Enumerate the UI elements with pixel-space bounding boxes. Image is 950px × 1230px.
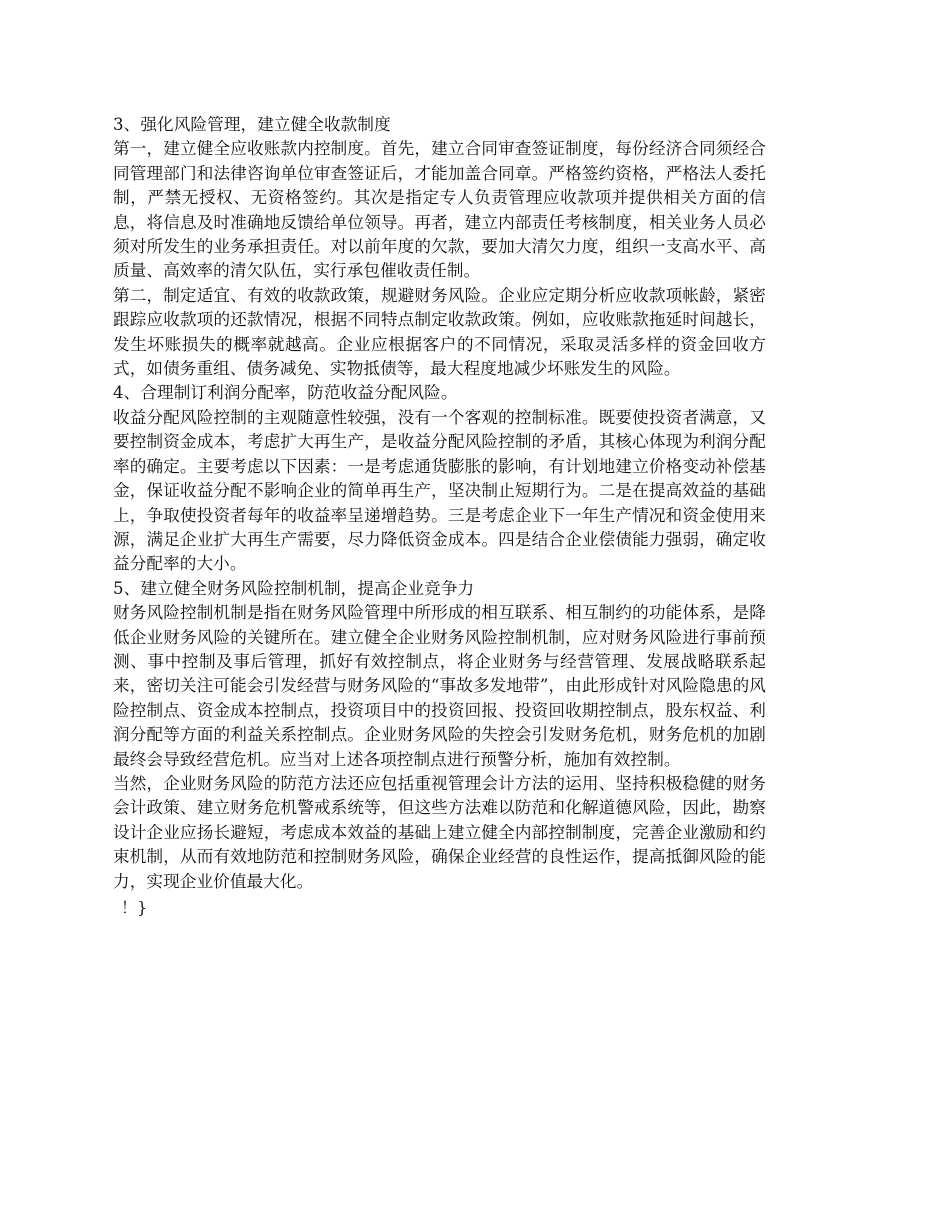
paragraph-profit-distribution: 收益分配风险控制的主观随意性较强，没有一个客观的控制标准。既要使投资者满意，又要控制资金成本，考虑扩大再生产，是收益分配风险控制的矛盾，其核心体现为利润分配率的确定。主要考虑以下因素：一是考虑通货膨胀的影响，有计划地建立价格变动补偿基金，保证收益分配不影响企业的简单再生产，坚决制止短期行为。二是在提高效益的基础上，争取使投资者每年的收益率呈递增趋势。三是考虑企业下一年生产情况和资金使用来源，满足企业扩大再生产需要，尽力降低资金成本。四是结合企业偿债能力强弱，确定收益分配率的大小。: [113, 407, 766, 574]
paragraph-collection-policy: 第二，制定适宜、有效的收款政策，规避财务风险。企业应定期分析应收款项帐龄，紧密跟踪应收款项的还款情况，根据不同特点制定收款政策。例如，应收账款拖延时间越长，发生坏账损失的概率就越高。企业应根据客户的不同情况，采取灵活多样的资金回收方式，如债务重组、债务减免、实物抵债等，最大程度地减少坏账发生的风险。: [113, 285, 766, 379]
section-heading-3: 3、强化风险管理，建立健全收款制度: [113, 115, 391, 134]
end-mark: ！}: [121, 898, 148, 917]
document-body: [113, 113, 766, 918]
section-heading-4: 4、合理制订利润分配率，防范收益分配风险。: [113, 383, 458, 403]
paragraph-receivable-control: 第一，建立健全应收账款内控制度。首先，建立合同审查签证制度，每份经济合同须经合同管理部门和法律咨询单位审查签证后，才能加盖合同章。严格签约资格，严格法人委托制，严禁无授权、无资格签约。其次是指定专人负责管理应收款项并提供相关方面的信息，将信息及时准确地反馈给单位领导。再者，建立内部责任考核制度，相关业务人员必须对所发生的业务承担责任。对以前年度的欠款，要加大清欠力度，组织一支高水平、高质量、高效率的清欠队伍，实行承包催收责任制。: [113, 139, 766, 281]
section-heading-5: 5、建立健全财务风险控制机制，提高企业竞争力: [113, 578, 475, 598]
paragraph-conclusion: 当然，企业财务风险的防范方法还应包括重视管理会计方法的运用、坚持积极稳健的财务会计政策、建立财务危机警戒系统等，但这些方法难以防范和化解道德风险，因此，勘察设计企业应扬长避短，考虑成本效益的基础上建立健全内部控制制度，完善企业激励和约束机制，从而有效地防范和控制财务风险，确保企业经营的良性运作，提高抵御风险的能力，实现企业价值最大化。: [113, 773, 766, 891]
paragraph-risk-control-mechanism: 财务风险控制机制是指在财务风险管理中所形成的相互联系、相互制约的功能体系，是降低企业财务风险的关键所在。建立健全企业财务风险控制机制，应对财务风险进行事前预测、事中控制及事后管理，抓好有效控制点，将企业财务与经营管理、发展战略联系起来，密切关注可能会引发经营与财务风险的“事故多发地带”，由此形成针对风险隐患的风险控制点、资金成本控制点，投资项目中的投资回报、投资回收期控制点，股东权益、利润分配等方面的利益关系控制点。企业财务风险的失控会引发财务危机，财务危机的加剧最终会导致经营危机。应当对上述各项控制点进行预警分析，施加有效控制。: [113, 603, 766, 769]
